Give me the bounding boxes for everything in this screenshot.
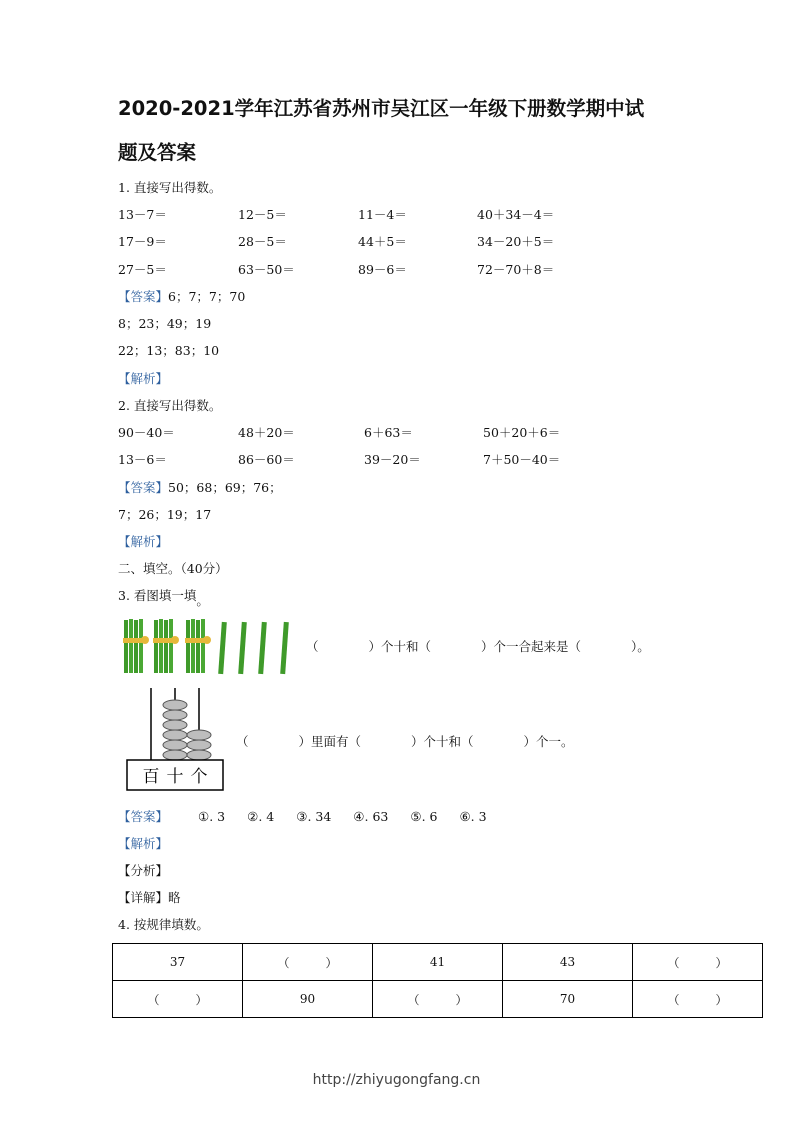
abacus-label-hundreds: 百 xyxy=(142,767,160,787)
table-cell: 43 xyxy=(503,944,633,981)
abacus-figure xyxy=(124,686,228,792)
q1-expr: 44＋5＝ xyxy=(358,234,407,249)
table-cell-blank: （ ） xyxy=(633,944,763,981)
q1-answer-line: 8；23；49；19 xyxy=(118,316,212,331)
answer-item: ②. 4 xyxy=(247,809,275,824)
q2-expr: 39－20＝ xyxy=(364,452,421,467)
q3-detail-line xyxy=(118,890,181,906)
q1-expr: 11－4＝ xyxy=(358,207,407,222)
answer-item: ⑥. 3 xyxy=(459,809,487,824)
pattern-table xyxy=(112,943,763,1018)
q3-heading-text: 3. 看图填一填 xyxy=(118,588,197,603)
table-cell: 37 xyxy=(113,944,243,981)
page-title-line1: 2020-2021学年江苏省苏州市吴江区一年级下册数学期中试 xyxy=(118,97,645,120)
section-heading: 二、填空。（40分） xyxy=(118,561,228,576)
q2-answer-line: 7；26；19；17 xyxy=(118,507,212,522)
q1-expr: 34－20＋5＝ xyxy=(477,234,555,249)
single-sticks-icon xyxy=(218,622,289,674)
table-row xyxy=(113,981,763,1018)
stick-bundle-icon xyxy=(123,619,149,673)
stick-bundles-figure xyxy=(122,618,298,676)
table-cell-blank: （ ） xyxy=(373,981,503,1018)
q1-expr: 89－6＝ xyxy=(358,262,407,277)
q1-answer-line: 22；13；83；10 xyxy=(118,343,220,358)
table-row xyxy=(113,944,763,981)
q1-expr: 12－5＝ xyxy=(238,207,287,222)
q1-analysis-tag: 【解析】 xyxy=(118,371,169,386)
q1-heading: 1. 直接写出得数。 xyxy=(118,180,222,195)
table-cell: 41 xyxy=(373,944,503,981)
q3-heading-mark: 。 xyxy=(196,593,209,608)
page-title-line2: 题及答案 xyxy=(118,141,197,164)
table-cell-blank: （ ） xyxy=(113,981,243,1018)
q2-expr: 90－40＝ xyxy=(118,425,175,440)
q2-expr: 6＋63＝ xyxy=(364,425,413,440)
q3-analysis-label: 【分析】 xyxy=(118,863,169,878)
q4-heading: 4. 按规律填数。 xyxy=(118,917,209,932)
answer-tag: 【答案】 xyxy=(118,809,169,824)
stick-bundle-icon xyxy=(185,619,211,673)
table-cell-blank: （ ） xyxy=(243,944,373,981)
q2-expr: 13－6＝ xyxy=(118,452,167,467)
q2-expr: 86－60＝ xyxy=(238,452,295,467)
answer-item: ①. 3 xyxy=(198,809,226,824)
detail-label: 【详解】 xyxy=(118,890,169,905)
q1-expr: 72－70＋8＝ xyxy=(477,262,555,277)
answer-item: ⑤. 6 xyxy=(410,809,438,824)
tens-beads-icon xyxy=(163,700,187,760)
q1-expr: 63－50＝ xyxy=(238,262,295,277)
q2-answer-line xyxy=(118,480,282,496)
footer-url: http://zhiyugongfang.cn xyxy=(312,1072,481,1088)
ones-beads-icon xyxy=(187,730,211,760)
answer-text: 6；7；7；70 xyxy=(168,289,246,304)
q2-analysis-tag: 【解析】 xyxy=(118,534,169,549)
q1-expr: 17－9＝ xyxy=(118,234,167,249)
answer-item: ④. 63 xyxy=(353,809,389,824)
answer-item: ③. 34 xyxy=(296,809,332,824)
abacus-label-tens: 十 xyxy=(166,767,184,787)
q1-answer-line xyxy=(118,289,245,305)
q2-expr: 48＋20＝ xyxy=(238,425,295,440)
q3-heading xyxy=(118,588,209,608)
q1-expr: 27－5＝ xyxy=(118,262,167,277)
stick-bundle-icon xyxy=(153,619,179,673)
detail-text: 略 xyxy=(168,890,181,905)
q2-expr: 7＋50－40＝ xyxy=(483,452,561,467)
answer-tag: 【答案】 xyxy=(118,480,169,495)
q3-answer-line xyxy=(118,809,509,825)
q1-expr: 40＋34－4＝ xyxy=(477,207,555,222)
q3-abacus-sentence: （ ）里面有（ ）个十和（ ）个一。 xyxy=(236,734,574,749)
q2-expr: 50＋20＋6＝ xyxy=(483,425,561,440)
q2-heading: 2. 直接写出得数。 xyxy=(118,398,222,413)
table-cell-blank: （ ） xyxy=(633,981,763,1018)
table-cell: 70 xyxy=(503,981,633,1018)
q3-sticks-sentence: （ ）个十和（ ）个一合起来是（ ）。 xyxy=(306,639,650,654)
table-cell: 90 xyxy=(243,981,373,1018)
q3-analysis-tag: 【解析】 xyxy=(118,836,169,851)
q1-expr: 28－5＝ xyxy=(238,234,287,249)
q1-expr: 13－7＝ xyxy=(118,207,167,222)
answer-text: 50；68；69；76； xyxy=(168,480,282,495)
abacus-label-ones: 个 xyxy=(190,767,208,787)
answer-tag: 【答案】 xyxy=(118,289,169,304)
